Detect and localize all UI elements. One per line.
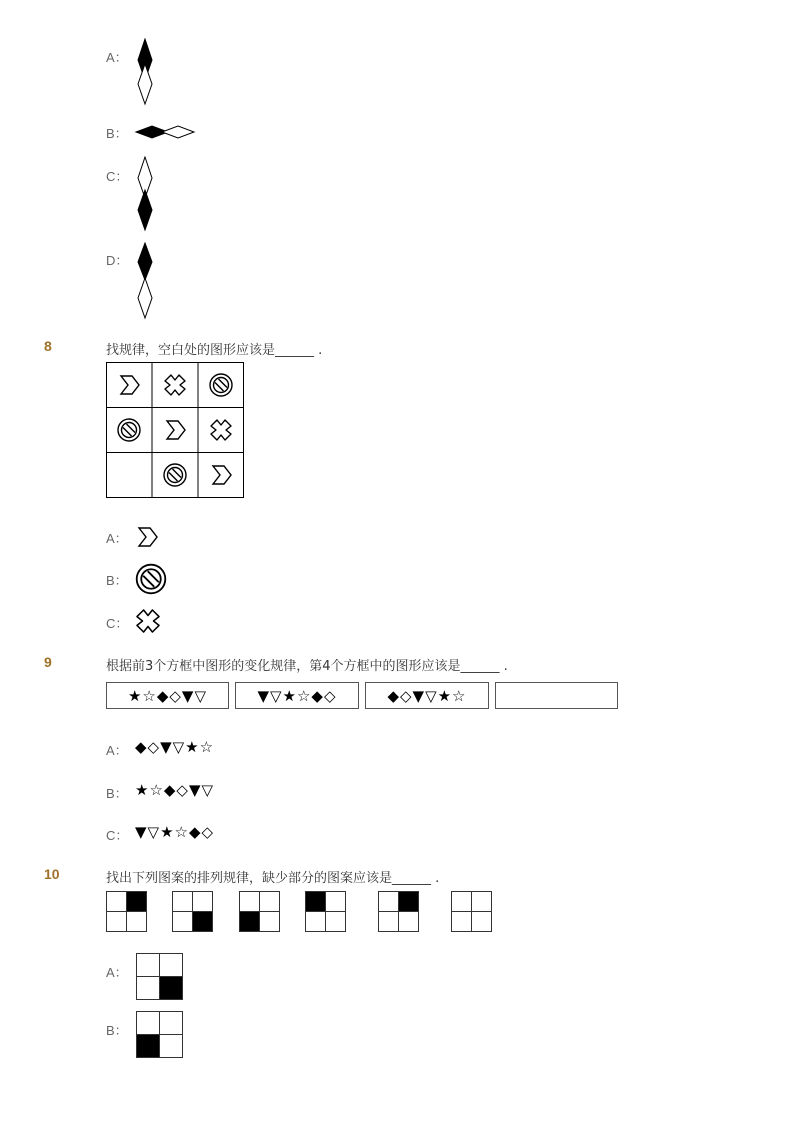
option-pattern-square [136, 953, 183, 1000]
pattern-square [172, 891, 213, 932]
question-number: 10 [44, 866, 60, 882]
option-label: C： [106, 169, 129, 184]
filled-cell [399, 892, 419, 912]
question-number: 9 [44, 654, 52, 670]
option-label: B： [106, 573, 128, 588]
pattern-square [239, 891, 280, 932]
diamond-horizontal-black-left-white-right-icon [134, 123, 196, 141]
option-value: ◆◇▼▽★☆ [135, 738, 215, 756]
option-value: ▼▽★☆◆◇ [135, 823, 215, 841]
no-sign-icon [135, 563, 167, 595]
option-label: C： [106, 616, 129, 631]
option-label: C： [106, 828, 129, 843]
option-pattern-square [136, 1011, 183, 1058]
chevron-icon [135, 524, 161, 550]
question-text: 根据前3个方框中图形的变化规律，第4个方框中的图形应该是______ . [106, 659, 508, 674]
filled-cell [240, 912, 260, 932]
diamond-white-top-black-bottom-icon [134, 156, 156, 232]
diamond-black-top-white-bottom-icon [134, 38, 156, 106]
filled-cell [137, 1035, 160, 1058]
sequence-box-4-blank [495, 682, 618, 709]
option-label: A： [106, 50, 128, 65]
pattern-square [451, 891, 492, 932]
question-number: 8 [44, 338, 52, 354]
diamond-black-top-white-bottom-icon [134, 242, 156, 320]
sequence-box-2: ▼▽★☆◆◇ [235, 682, 359, 709]
pattern-square [378, 891, 419, 932]
question-text: 找规律，空白处的图形应该是______ . [106, 343, 323, 358]
filled-cell [193, 912, 213, 932]
filled-cell [306, 892, 326, 912]
question-text: 找出下列图案的排列规律，缺少部分的图案应该是______ . [106, 871, 440, 886]
option-value: ★☆◆◇▼▽ [135, 781, 215, 799]
option-label: B： [106, 1023, 128, 1038]
pattern-square [305, 891, 346, 932]
option-label: B： [106, 126, 128, 141]
option-label: A： [106, 531, 128, 546]
pattern-grid [106, 362, 246, 500]
sequence-box-1: ★☆◆◇▼▽ [106, 682, 229, 709]
option-label: D： [106, 253, 129, 268]
cross-icon [135, 608, 161, 634]
option-label: B： [106, 786, 128, 801]
option-label: A： [106, 743, 128, 758]
filled-cell [127, 892, 147, 912]
sequence-box-3: ◆◇▼▽★☆ [365, 682, 489, 709]
filled-cell [160, 977, 183, 1000]
option-label: A： [106, 965, 128, 980]
pattern-square [106, 891, 147, 932]
